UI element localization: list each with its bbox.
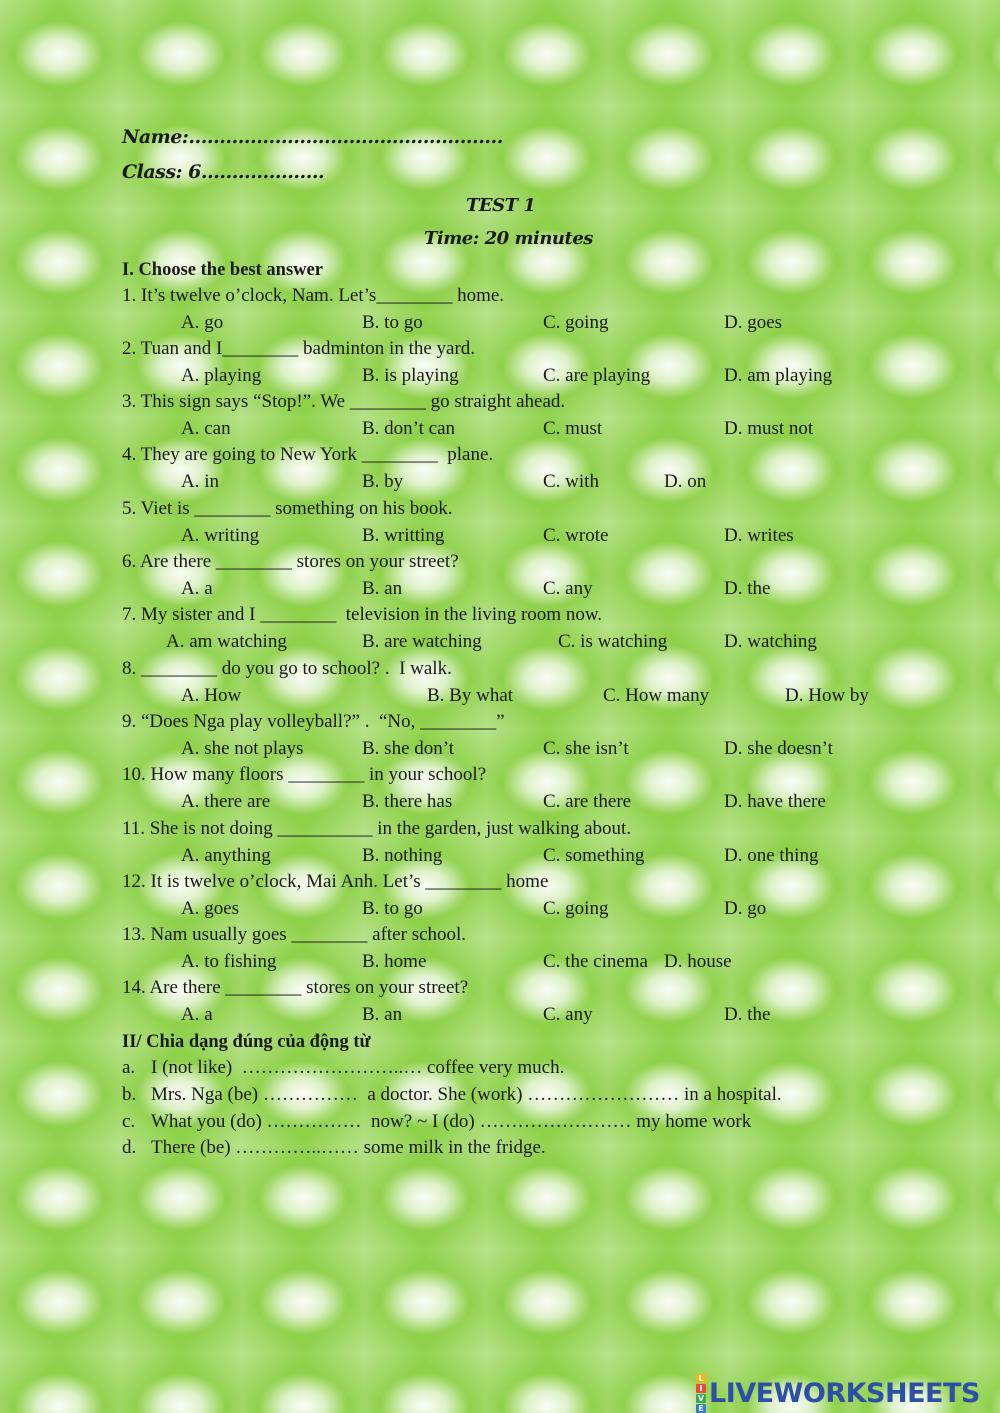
question-text: 3. This sign says “Stop!”. We ________ go straight ahead.: [122, 391, 566, 412]
answer-option[interactable]: B. home: [362, 950, 427, 972]
answer-option[interactable]: C. are there: [543, 790, 632, 812]
answer-option[interactable]: A. can: [181, 417, 231, 439]
answer-option[interactable]: D. watching: [724, 630, 817, 652]
answer-option[interactable]: C. is watching: [558, 630, 668, 652]
logo-mark-tile: I: [696, 1384, 706, 1393]
answer-option[interactable]: A. go: [181, 311, 224, 333]
question-text: 7. My sister and I ________ television in the living room now.: [122, 604, 603, 625]
logo-mark-tile: L: [696, 1374, 706, 1383]
section-2-title: II/ Chia dạng đúng của động từ: [122, 1032, 371, 1052]
exercise-item-text[interactable]: Mrs. Nga (be) …………… a doctor. She (work) …………………… in a hospital.: [151, 1084, 782, 1105]
answer-option[interactable]: C. going: [543, 311, 609, 333]
exercise-item-text[interactable]: There (be) …………..…… some milk in the fridge.: [151, 1137, 546, 1158]
answer-option[interactable]: C. the cinema: [543, 950, 648, 972]
exercise-item-text[interactable]: What you (do) …………… now? ~ I (do) …………………… my home work: [151, 1111, 752, 1132]
answer-option[interactable]: C. any: [543, 1003, 593, 1025]
answer-option[interactable]: A. a: [181, 1003, 213, 1025]
answer-option[interactable]: D. the: [724, 577, 771, 599]
answer-option[interactable]: D. on: [664, 470, 707, 492]
answer-option[interactable]: B. don’t can: [362, 417, 456, 439]
answer-option[interactable]: C. How many: [603, 684, 710, 706]
answer-option[interactable]: B. nothing: [362, 844, 443, 866]
answer-option[interactable]: A. How: [181, 684, 242, 706]
question-text: 1. It’s twelve o’clock, Nam. Let’s________ home.: [122, 285, 505, 306]
exercise-item-letter: a.: [122, 1057, 136, 1078]
answer-option[interactable]: B. to go: [362, 311, 423, 333]
answer-option[interactable]: B. By what: [427, 684, 514, 706]
answer-option[interactable]: A. to fishing: [181, 950, 277, 972]
answer-option[interactable]: D. house: [664, 950, 732, 972]
question-text: 13. Nam usually goes ________ after school.: [122, 924, 467, 945]
time-limit: Time: 20 minutes: [424, 228, 593, 249]
answer-option[interactable]: C. wrote: [543, 524, 609, 546]
answer-option[interactable]: B. an: [362, 1003, 403, 1025]
answer-option[interactable]: C. going: [543, 897, 609, 919]
name-field-line[interactable]: Name:……………………………………………: [122, 126, 503, 148]
answer-option[interactable]: C. with: [543, 470, 599, 492]
answer-option[interactable]: B. writting: [362, 524, 445, 546]
answer-option[interactable]: B. to go: [362, 897, 423, 919]
answer-option[interactable]: C. must: [543, 417, 603, 439]
answer-option[interactable]: A. a: [181, 577, 213, 599]
answer-option[interactable]: B. is playing: [362, 364, 459, 386]
question-text: 10. How many floors ________ in your school?: [122, 764, 487, 785]
exercise-item-text[interactable]: I (not like) ……………………..… coffee very much.: [151, 1057, 565, 1078]
answer-option[interactable]: D. have there: [724, 790, 826, 812]
section-1-title: I. Choose the best answer: [122, 260, 323, 280]
exercise-item-letter: b.: [122, 1084, 137, 1105]
logo-mark-tile: E: [696, 1404, 706, 1413]
answer-option[interactable]: C. something: [543, 844, 645, 866]
answer-option[interactable]: D. goes: [724, 311, 783, 333]
answer-option[interactable]: B. an: [362, 577, 403, 599]
answer-option[interactable]: D. she doesn’t: [724, 737, 833, 759]
logo-mark-tile: V: [697, 1393, 705, 1403]
question-text: 5. Viet is ________ something on his book.: [122, 498, 453, 519]
answer-option[interactable]: A. anything: [181, 844, 271, 866]
answer-option[interactable]: D. How by: [785, 684, 869, 706]
question-text: 14. Are there ________ stores on your street?: [122, 977, 469, 998]
answer-option[interactable]: C. are playing: [543, 364, 651, 386]
question-text: 9. “Does Nga play volleyball?” . “No, ________”: [122, 711, 505, 732]
answer-option[interactable]: A. there are: [181, 790, 271, 812]
answer-option[interactable]: A. writing: [181, 524, 260, 546]
answer-option[interactable]: D. the: [724, 1003, 771, 1025]
liveworksheets-logo-mark-icon: [696, 1374, 706, 1413]
answer-option[interactable]: D. go: [724, 897, 767, 919]
answer-option[interactable]: A. playing: [181, 364, 262, 386]
answer-option[interactable]: C. any: [543, 577, 593, 599]
answer-option[interactable]: D. am playing: [724, 364, 833, 386]
answer-option[interactable]: A. goes: [181, 897, 240, 919]
question-text: 8. ________ do you go to school? . I walk.: [122, 658, 452, 679]
question-text: 11. She is not doing __________ in the garden, just walking about.: [122, 818, 632, 839]
liveworksheets-logo: [696, 1375, 980, 1411]
class-field-line[interactable]: Class: 6………………..: [122, 161, 325, 183]
liveworksheets-logo-text: LIVEWORKSHEETS: [709, 1377, 980, 1409]
question-text: 4. They are going to New York ________ plane.: [122, 444, 494, 465]
answer-option[interactable]: D. writes: [724, 524, 794, 546]
answer-option[interactable]: D. must not: [724, 417, 814, 439]
question-text: 6. Are there ________ stores on your street?: [122, 551, 459, 572]
answer-option[interactable]: A. in: [181, 470, 219, 492]
answer-option[interactable]: B. by: [362, 470, 404, 492]
question-text: 12. It is twelve o’clock, Mai Anh. Let’s ________ home: [122, 871, 549, 892]
answer-option[interactable]: A. am watching: [166, 630, 287, 652]
question-text: 2. Tuan and I________ badminton in the yard.: [122, 338, 476, 359]
answer-option[interactable]: B. she don’t: [362, 737, 455, 759]
answer-option[interactable]: C. she isn’t: [543, 737, 629, 759]
answer-option[interactable]: A. she not plays: [181, 737, 304, 759]
answer-option[interactable]: B. are watching: [362, 630, 482, 652]
answer-option[interactable]: D. one thing: [724, 844, 819, 866]
exercise-item-letter: d.: [122, 1137, 137, 1158]
answer-option[interactable]: B. there has: [362, 790, 453, 812]
exercise-item-letter: c.: [122, 1111, 136, 1132]
test-title: TEST 1: [466, 195, 536, 216]
